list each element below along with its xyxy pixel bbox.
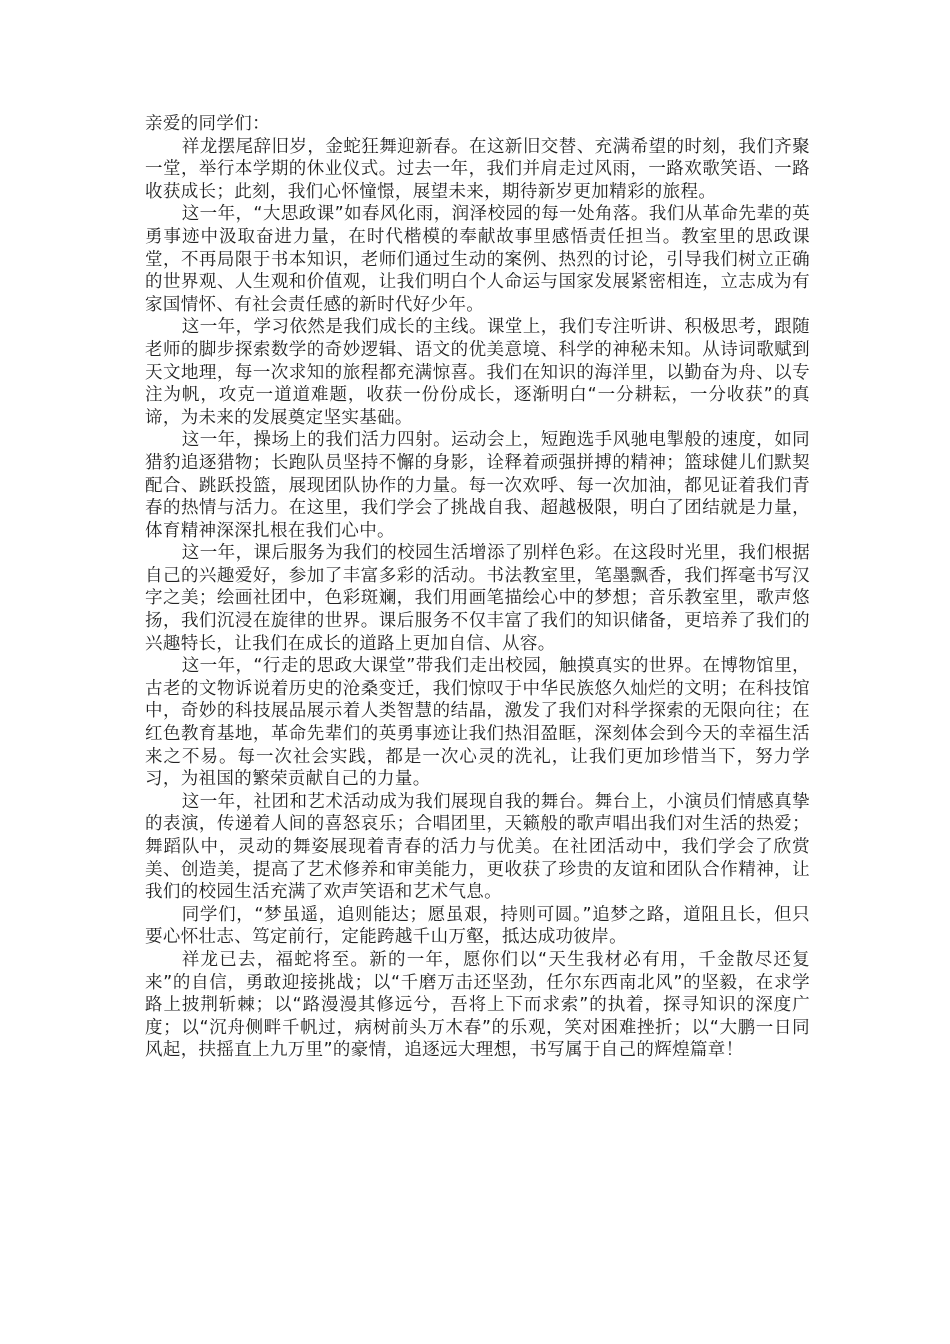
paragraph-study: 这一年，学习依然是我们成长的主线。课堂上，我们专注听讲、积极思考，跟随老师的脚步探索数学的奇妙逻辑、语文的优美意境、科学的神秘未知。从诗词歌赋到天文地理，每一次求知的旅程都充满惊喜。我们在知识的海洋里，以勤奋为舟、以专注为帆，攻克一道道难题，收获一份份成长，逐渐明白“一分耕耘，一分收获”的真谛，为未来的发展奠定坚实基础。	[145, 317, 810, 428]
paragraph-sports: 这一年，操场上的我们活力四射。运动会上，短跑选手风驰电掣般的速度，如同猎豹追逐猎物；长跑队员坚持不懈的身影，诠释着顽强拼搏的精神；篮球健儿们默契配合、跳跃投篮，展现团队协作的力量。每一次欢呼、每一次加油，都见证着我们青春的热情与活力。在这里，我们学会了挑战自我、超越极限，明白了团结就是力量，体育精神深深扎根在我们心中。	[145, 430, 810, 541]
paragraph-opening: 祥龙摆尾辞旧岁，金蛇狂舞迎新春。在这新旧交替、充满希望的时刻，我们齐聚一堂，举行本学期的休业仪式。过去一年，我们并肩走过风雨，一路欢歌笑语、一路收获成长；此刻，我们心怀憧憬，展望未来，期待新岁更加精彩的旅程。	[145, 136, 810, 202]
letter-body	[145, 113, 810, 1062]
salutation: 亲爱的同学们：	[145, 114, 270, 134]
paragraph-clubs-arts: 这一年，社团和艺术活动成为我们展现自我的舞台。舞台上，小演员们情感真挚的表演，传递着人间的喜怒哀乐；合唱团里，天籁般的歌声唱出我们对生活的热爱；舞蹈队中，灵动的舞姿展现着青春的活力与优美。在社团活动中，我们学会了欣赏美、创造美，提高了艺术修养和审美能力，更收获了珍贵的友谊和团队合作精神，让我们的校园生活充满了欢声笑语和艺术气息。	[145, 791, 810, 903]
paragraph-field-trips: 这一年，“行走的思政大课堂”带我们走出校园，触摸真实的世界。在博物馆里，古老的文物诉说着历史的沧桑变迁，我们惊叹于中华民族悠久灿烂的文明；在科技馆中，奇妙的科技展品展示着人类智慧的结晶，激发了我们对科学探索的无限向往；在红色教育基地，革命先辈们的英勇事迹让我们热泪盈眶，深刻体会到今天的幸福生活来之不易。每一次社会实践，都是一次心灵的洗礼，让我们更加珍惜当下，努力学习，为祖国的繁荣贡献自己的力量。	[145, 656, 810, 790]
paragraph-ideology: 这一年，“大思政课”如春风化雨，润泽校园的每一处角落。我们从革命先辈的英勇事迹中汲取奋进力量，在时代楷模的奉献故事里感悟责任担当。教室里的思政课堂，不再局限于书本知识，老师们通过生动的案例、热烈的讨论，引导我们树立正确的世界观、人生观和价值观，让我们明白个人命运与国家发展紧密相连，立志成为有家国情怀、有社会责任感的新时代好少年。	[145, 204, 810, 315]
paragraph-dreams: 同学们，“梦虽遥，追则能达；愿虽艰，持则可圆。”追梦之路，道阻且长，但只要心怀壮志、笃定前行，定能跨越千山万壑，抵达成功彼岸。	[145, 904, 810, 948]
paragraph-after-school: 这一年，课后服务为我们的校园生活增添了别样色彩。在这段时光里，我们根据自己的兴趣爱好，参加了丰富多彩的活动。书法教室里，笔墨飘香，我们挥毫书写汉字之美；绘画社团中，色彩斑斓，我们用画笔描绘心中的梦想；音乐教室里，歌声悠扬，我们沉浸在旋律的世界。课后服务不仅丰富了我们的知识储备，更培养了我们的兴趣特长，让我们在成长的道路上更加自信、从容。	[145, 543, 810, 654]
paragraph-closing: 祥龙已去，福蛇将至。新的一年，愿你们以“天生我材必有用，千金散尽还复来”的自信，勇敢迎接挑战；以“千磨万击还坚劲，任尔东西南北风”的坚毅，在求学路上披荆斩棘；以“路漫漫其修远兮，吾将上下而求索”的执着，探寻知识的深度广度；以“沉舟侧畔千帆过，病树前头万木春”的乐观，笑对困难挫折；以“大鹏一日同风起，扶摇直上九万里”的豪情，追逐远大理想，书写属于自己的辉煌篇章！	[145, 949, 810, 1061]
